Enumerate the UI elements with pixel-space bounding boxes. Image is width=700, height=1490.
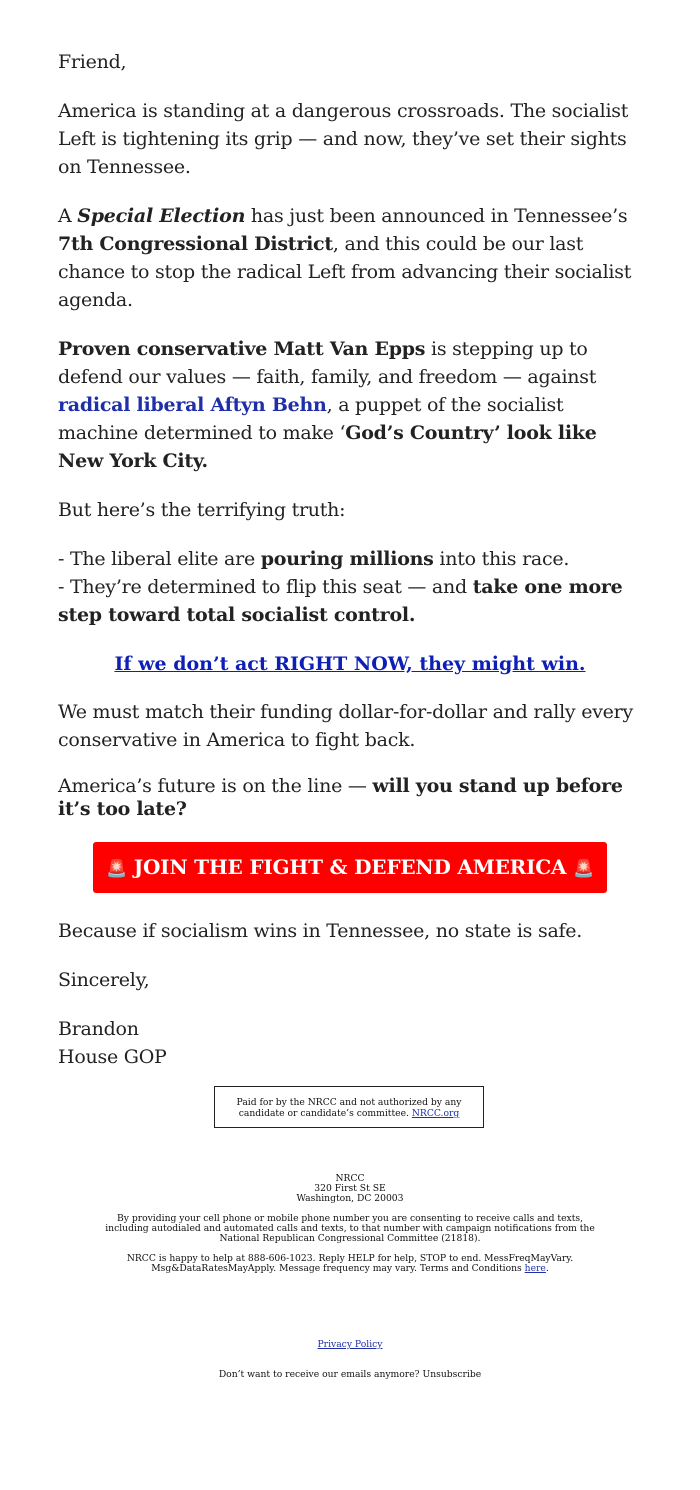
intro-paragraph: America is standing at a dangerous crossroads. The socialist Left is tightening its grip — and now, they’ve set their sights on Tennessee. xyxy=(58,100,629,178)
closing-paragraph: Because if socialism wins in Tennessee, no state is safe. xyxy=(58,920,583,942)
candidate-paragraph: Proven conservative Matt Van Epps is stepping up to defend our values — faith, family, and freedom — against radical liberal Aftyn Behn, a puppet of the socialist machine determined to make ‘God’s Country’ look like New York City. xyxy=(58,338,597,472)
siren-icon: 🚨 xyxy=(105,859,127,879)
mailing-address xyxy=(100,1174,600,1204)
sms-consent-text: By providing your cell phone or mobile phone number you are consenting to receive calls and texts, including autodialed and automated calls and texts, to that number with campaign notifications from the National Republican Congressional Committee (21818). xyxy=(105,1213,595,1244)
terms-link[interactable]: here xyxy=(524,1263,546,1274)
greeting: Friend, xyxy=(58,51,127,73)
urgency-link-row xyxy=(58,650,642,678)
stand-up-question: will you stand up before it’s too late? xyxy=(58,775,623,820)
signer-name: Brandon xyxy=(58,1018,139,1040)
funding-paragraph: We must match their funding dollar-for-dollar and rally every conservative in America to fight back. xyxy=(58,701,633,751)
signer-org: House GOP xyxy=(58,1046,167,1068)
future-paragraph: America’s future is on the line — will you stand up before it’s too late? xyxy=(58,775,623,820)
special-election-emphasis: Special Election xyxy=(77,205,246,227)
opponent-link[interactable]: radical liberal Aftyn Behn xyxy=(58,394,327,416)
paid-for-disclaimer: Paid for by the NRCC and not authorized by any candidate or candidate’s committee. NRCC.org xyxy=(214,1086,484,1128)
cta-label: JOIN THE FIGHT & DEFEND AMERICA xyxy=(133,855,567,879)
unsubscribe-text[interactable]: Don’t want to receive our emails anymore? Unsubscribe xyxy=(218,1369,482,1380)
urgency-link[interactable]: If we don’t act RIGHT NOW, they might win. xyxy=(114,653,586,675)
address-street: 320 First St SE xyxy=(314,1183,386,1194)
truth-intro: But here’s the terrifying truth: xyxy=(58,499,346,521)
candidate-name: Proven conservative Matt Van Epps xyxy=(58,338,426,360)
help-text: NRCC is happy to help at 888-606-1023. Reply HELP for help, STOP to end. MessFreqMayVary. Msg&DataRatesMayApply. Message frequency may vary. Terms and Conditions here. xyxy=(126,1253,574,1274)
address-city: Washington, DC 20003 xyxy=(296,1193,404,1204)
privacy-row xyxy=(100,1340,600,1350)
cta-wrapper xyxy=(58,842,642,893)
address-name: NRCC xyxy=(335,1173,365,1184)
privacy-policy-link[interactable]: Privacy Policy xyxy=(317,1339,383,1350)
signature xyxy=(58,1015,642,1071)
nrcc-link[interactable]: NRCC.org xyxy=(411,1108,460,1119)
siren-icon: 🚨 xyxy=(573,859,595,879)
bullet-list: - The liberal elite are pouring millions into this race. - They’re determined to flip this seat — and take one more step toward total socialist control. xyxy=(58,548,623,626)
gods-country-quote: God’s Country’ look like New York City. xyxy=(58,422,597,472)
email-body xyxy=(58,48,642,1092)
join-the-fight-button[interactable] xyxy=(93,842,607,893)
district-emphasis: 7th Congressional District xyxy=(58,233,333,255)
special-election-paragraph: A Special Election has just been announced in Tennessee’s 7th Congressional District, and this could be our last chance to stop the radical Left from advancing their socialist agenda. xyxy=(58,205,632,311)
signoff: Sincerely, xyxy=(58,969,150,991)
